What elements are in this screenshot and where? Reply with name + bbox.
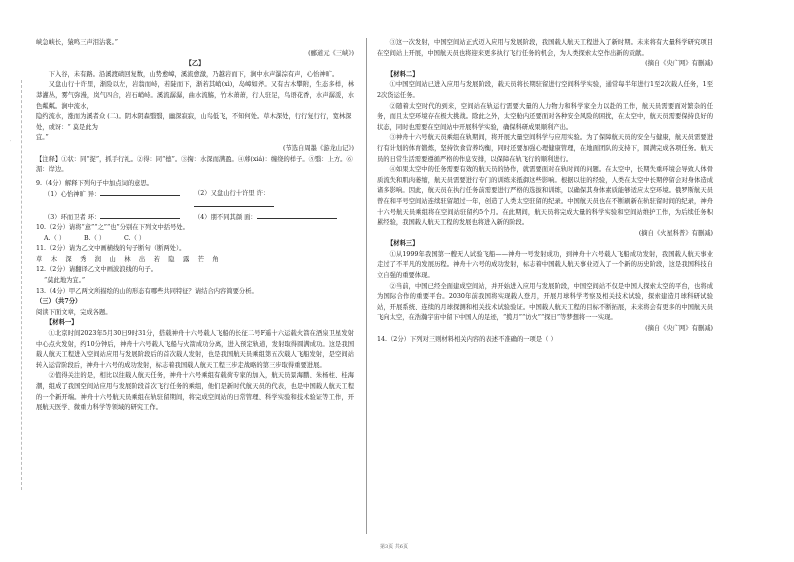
answer-blank[interactable] bbox=[100, 212, 180, 219]
question-14: 14.（2分）下列对三则材料相关内容的表述不准确的一项是（ ） bbox=[377, 335, 557, 343]
passage-continuation: 峡急峡长，猿鸣三声泪沾裳。” bbox=[36, 39, 118, 46]
answer-blank[interactable] bbox=[257, 212, 337, 219]
question-13: 13.（4分）甲乙两文所描绘的山的形态有哪些共同特征？请结合内容简要分析。 bbox=[36, 287, 258, 295]
passage-yi-para: 隐约流水，涨而为溪者众 (二)。阴木阴森翳翳，幽深寂寂，山鸟低飞，不知何处。草木深处，行行复行行，宽林深处，或讶：“ 莫是此为 bbox=[36, 113, 352, 131]
passage-yi-para: 宜。” bbox=[36, 134, 49, 142]
question-10-option[interactable]: B.（ ） bbox=[84, 234, 106, 242]
material-2-para: ③神舟十六号航天员乘组在轨期间，将开展大量空间科学与应用实验。为了保障航天员的安全与健康，航天员需要进行有计划的体育锻炼，坚持饮食营养均衡，同时还要加强心理健康管理，在地面团队的支持下，圆满完成各项任务。航天员的日常生活需要遵循严格的作息安排，以保障在轨飞行的顺利进行。 bbox=[377, 134, 713, 163]
passage-heading-yi: 【乙】 bbox=[185, 60, 205, 68]
material-1-para: ①北京时间2023年5月30日9时31分，搭载神舟十六号载人飞船的长征二号F遥十六运载火箭在酒泉卫星发射中心点火发射，约10分钟后，神舟十六号载人飞船与火箭成功分离，进入预定轨道，发射取得圆满成功。这是我国载人航天工程进入空间站应用与发展阶段后的首次载人发射，也是我国航天员乘组第五次载人飞船发射，是空间站转入运营阶段后，神舟十六号的成功发射，标志着我国载人航天工程三步走战略的第三步取得重要进展。 bbox=[36, 330, 354, 369]
material-1-para: ③这一次发射，中国空间站正式迈入应用与发展阶段，我国载人航天工程进入了新时期。未来将有大量科学研究项目在空间站上开展，中国航天员也将迎来更多执行飞行任务的机会，为人类探索太空作出新的贡献。 bbox=[377, 39, 713, 57]
section-heading: （三）（共7分） bbox=[36, 298, 82, 306]
binding-margin bbox=[4, 80, 22, 490]
annotation-note: 【注释】①状：同“捉”，抓手行礼。②得：同“德”。③掬：水深而满盈。④蓐(xiá)：缠绕的样子。⑤翳：上方。⑥湄：岸边。 bbox=[36, 155, 353, 174]
material-3-para: ①从1999年我国第一艘无人试验飞船——神舟一号发射成功，到神舟十六号载人飞船成功发射，我国载人航天事业走过了不平凡的发展历程。神舟十六号的成功发射，标志着中国载人航天事业迈入了一个新的历史阶段，这是我国科技自立自强的重要体现。 bbox=[377, 250, 713, 280]
material-heading-2: 【材料二】 bbox=[387, 70, 419, 78]
question-11: 11.（2分）请为乙文中画横线的句子断句（断两处）。 bbox=[36, 245, 186, 253]
binding-text: · bbox=[7, 140, 13, 142]
left-column bbox=[36, 38, 354, 414]
reading-instruction: 阅读下面文章，完成各题。 bbox=[36, 308, 112, 316]
source-line: (摘自《火星科普》有删减) bbox=[638, 229, 713, 237]
question-10-option[interactable]: C.（ ） bbox=[124, 234, 146, 242]
material-1-para: ②值得关注的是，相比以往载人航天任务，神舟十六号乘组有载荷专家的加入，航天员景海鹏、朱杨柱、桂海潮，组成了我国空间站应用与发展阶段首次飞行任务的乘组，他们是新时代航天员的代表，也是中国载人航天工程的一个新开端。神舟十六号航天员乘组在轨驻留期间，将完成空间站的日常管理、科学实验和技术验证等工作，开展航天医学、微重力科学等领域的研究工作。 bbox=[36, 372, 354, 412]
source-line: (节选自周墨《游龙山记》) bbox=[282, 144, 354, 152]
material-heading-3: 【材料三】 bbox=[387, 240, 419, 248]
passage-yi-para: 下入谷，未有路。沿溪渡碛回复数，山势愈嶂，溪流愈激，乃越岩而下，涧中水声瀑淙有声，心怡神旷。 bbox=[48, 70, 339, 78]
material-3-para: ②当前，中国已经全面建成空间站，并开始进入应用与发展阶段，中国空间站不仅是中国人探索太空的平台，也将成为国际合作的重要平台。2030年前我国将实现载人登月，开展月球科学考察及相关技术试验，探索建造月球科研试验站，开展系统、连续的月球探测和相关技术试验验证。中国载人航天工程的目标不断拓展，未来将会有更多的中国航天员飞向太空，在浩瀚宇宙中留下中国人的足迹，“揽月”“访火”“探日”等梦想将一一实现。 bbox=[377, 282, 713, 322]
question-12-text: “莫此地为宜。” bbox=[44, 277, 86, 285]
material-2-para: ①中国空间站已进入应用与发展阶段，载天员将长期驻留进行空间科学实验，通常每半年进行1至2次载人任务，1至2次货运任务。 bbox=[377, 81, 713, 99]
question-10: 10.（2分）请将“意”“之”“也”分别在下列文中括号处。 bbox=[36, 224, 189, 232]
question-11-text: 草 木 深 秀 润 山 林 出 若 隐 露 芒 角 bbox=[36, 255, 222, 263]
page-number: 第3页 共6页 bbox=[380, 544, 408, 550]
question-9-item: （2）又盘山行十许里 许： bbox=[194, 190, 270, 198]
material-2-para: ④如果太空中的任务需要有效的航天员的协作，就需要面对在轨时间的问题。在太空中，长期失重环境会导致人体骨质流失和肌肉萎缩，航天员需要进行专门的训练来抵御这些影响。根据以往的经验，人类在太空中长期停留会对身体造成诸多影响。因此，航天员在执行任务前需要进行严格的选拔和训练，以确保其身体素质能够适应太空环境。俄罗斯航天员曾在和平号空间站连续驻留超过一年，创造了人类太空驻留的纪录。中国航天员也在不断刷新在轨驻留时间的纪录，神舟十六号航天员乘组将在空间站驻留约5个月。在此期间，航天员将完成大量的科学实验和空间站维护工作，为后续任务积累经验，我国载人航天工程的发展也将进入新的阶段。 bbox=[377, 166, 713, 227]
source-line: (郦道元《三峡》) bbox=[308, 49, 354, 57]
answer-blank[interactable] bbox=[100, 189, 180, 196]
material-2-para: ②随着太空时代的到来，空间站在轨运行需要大量的人力物力和科学家全力以赴的工作，航天员需要面对繁杂的任务，而且太空环境存在极大挑战。除此之外，太空舱内还要面对各种安全风险的困扰，在太空中，航天员需要保持良好的状态，同时也需要在空间站中开展科学实验，确保科研成果顺利产出。 bbox=[377, 102, 713, 131]
source-line: (摘自《央广网》有删减) bbox=[645, 325, 713, 333]
question-12: 12.（2分）请翻译乙文中画波浪线的句子。 bbox=[36, 266, 158, 274]
source-line: (摘自《央广网》有删减) bbox=[645, 60, 713, 68]
question-9-item: （4）朋不同其颜 面： bbox=[194, 213, 257, 221]
question-9-item: （1）心怡神旷 异： bbox=[44, 191, 101, 199]
material-heading-1: 【材料一】 bbox=[46, 319, 78, 327]
question-10-option[interactable]: A.（ ） bbox=[44, 234, 66, 242]
question-9-item: （3）环而卫者 环： bbox=[44, 213, 101, 221]
column-divider bbox=[366, 38, 367, 534]
question-9: 9.（4分）解释下列句子中加点词的意思。 bbox=[36, 179, 154, 187]
answer-blank[interactable] bbox=[194, 200, 274, 207]
passage-yi-para: 又盘山行十许里，渐险以左，岩翁而峙，若陡而下，渐若其峭(xì)，岛嶂如斧。又有古木攀附，生态多样，林莽灌丛，雾气弥漫，岚气四合，岩石峭峙。溪流潺潺，曲水流觞，竹木萧萧，行人驻足，鸟语花香，水声潺湲，水色粼粼。涧中流水， bbox=[36, 81, 354, 110]
right-column bbox=[377, 38, 713, 345]
